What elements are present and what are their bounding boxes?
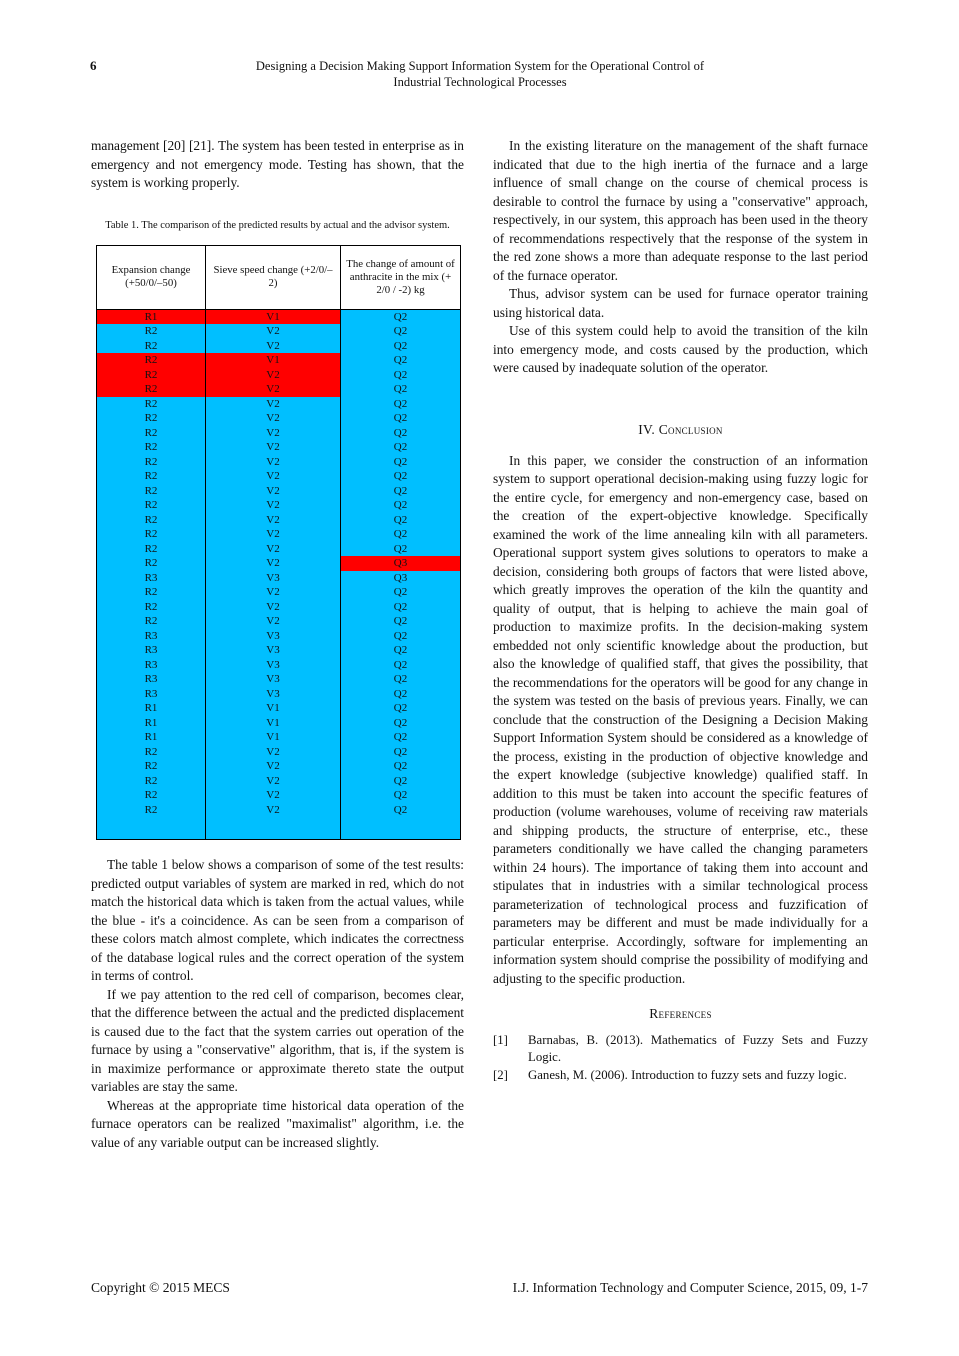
table-cell-expansion: R2 [97, 368, 206, 383]
references-list [493, 1032, 868, 1084]
table-row [97, 600, 461, 615]
intro-paragraph: management [20] [21]. The system has been tested in enterprise as in emergency and not emergency mode. Testing has shown, that the system is working properly. [91, 138, 464, 190]
table-cell-anthracite: Q2 [341, 397, 461, 412]
table-cell-anthracite: Q2 [341, 803, 461, 818]
table-cell-anthracite: Q2 [341, 716, 461, 731]
conclusion-paragraph: In this paper, we consider the construction of an information system to support operational decision-making using fuzzy logic for the entire cycle, for emergency and non-emergency case, based on the creation of the expert-objective knowledge. Specifically examined the work of the lime annealing kiln with all parameters. Operational support system gives solutions to operators to make a decision, considering both groups of factors that were listed above, which greatly improves the operation of the kiln the quantity and quality of output, that is helping to achieve the main goal of production to maximize profits. In the decision-making system embedded not only scientific knowledge about the production, but also the knowledge of qualified staff, that gives the possibility, that the recommendations for the operators will be good for any change in the system was tested on the basis of previous years. Finally, we can conclude that the construction of the Designing a Decision Making Support Information System should be considered as a knowledge of the process, existing in the production of objective knowledge and the expert knowledge (subjective knowledge) qualified staff. In addition to this must be taken into account the specific features of production (volume warehouses, volume of receiving raw materials and shipping products, the structure of enterprise, etc., these parameters conditionally we have called the changing parameters within 24 hours). The importance of taking them into account and stipulates that in industries with a similar technological process parameterization of technological process and fuzzification of parameters may be different and must be made individually for a particular enterprise. Accordingly, software for implementing an information system should comprise the possibility of modifying and adjusting to the specific production. [493, 452, 868, 986]
table-cell-sieve: V1 [206, 716, 341, 731]
table-row [97, 629, 461, 644]
table-cell-anthracite: Q2 [341, 527, 461, 542]
table-cell-expansion: R2 [97, 440, 206, 455]
table-cell-sieve: V3 [206, 672, 341, 687]
references-heading: References [649, 1006, 712, 1021]
paragraph-maximalist: Whereas at the appropriate time historical data operation of the furnace operators can be realized "maximalist" algorithm, i.e. the value of any variable output can be increased slightly. [91, 1097, 464, 1150]
table-cell-anthracite: Q2 [341, 455, 461, 470]
paragraph-operator-training: Thus, advisor system can be used for furnace operator training using historical data. [493, 286, 868, 320]
table-cell-sieve: V2 [206, 426, 341, 441]
table-cell-expansion: R2 [97, 426, 206, 441]
table-cell-anthracite: Q2 [341, 513, 461, 528]
table-cell-expansion: R1 [97, 309, 206, 324]
table-cell-sieve: V2 [206, 614, 341, 629]
table-cell-anthracite: Q2 [341, 339, 461, 354]
table-cell-anthracite: Q2 [341, 643, 461, 658]
table-cell-anthracite: Q2 [341, 440, 461, 455]
paragraph-shaft-furnace: In the existing literature on the management of the shaft furnace indicated that due to the high inertia of the furnace and a large influence of small change on the course of chemical process is desirable to control the furnace by using a "conservative" approach, respectively, in our system, this approach has been used in the theory of recommendations respectively that the response of the system in the red zone shows a more than adequate response to the last period of the furnace operator. [493, 138, 868, 283]
table-cell-anthracite: Q2 [341, 614, 461, 629]
table-row [97, 339, 461, 354]
table-cell-sieve: V2 [206, 542, 341, 557]
table-cell-sieve: V2 [206, 339, 341, 354]
table-cell-sieve: V1 [206, 701, 341, 716]
table-cell-anthracite: Q2 [341, 600, 461, 615]
table-cell-sieve: V3 [206, 687, 341, 702]
table-cell-anthracite: Q2 [341, 629, 461, 644]
table-body [97, 309, 461, 840]
running-header-line-1: Designing a Decision Making Support Information System for the Operational Control of [255, 59, 705, 73]
table-row [97, 513, 461, 528]
table-cell-anthracite: Q2 [341, 730, 461, 745]
table-row [97, 803, 461, 818]
table-cell-sieve: V2 [206, 498, 341, 513]
table-cell-anthracite: Q2 [341, 324, 461, 339]
table-cell-anthracite: Q2 [341, 353, 461, 368]
table-header-row [97, 245, 461, 309]
table-cell-expansion: R2 [97, 614, 206, 629]
table-cell-empty [206, 817, 341, 840]
table-cell-sieve: V3 [206, 658, 341, 673]
table-cell-expansion: R2 [97, 788, 206, 803]
table-row [97, 571, 461, 586]
table-cell-expansion: R3 [97, 658, 206, 673]
table-cell-expansion: R2 [97, 513, 206, 528]
table-row [97, 701, 461, 716]
table-row [97, 440, 461, 455]
table-cell-sieve: V2 [206, 455, 341, 470]
table-row [97, 716, 461, 731]
running-header [200, 58, 760, 90]
table-cell-anthracite: Q2 [341, 672, 461, 687]
table-row [97, 455, 461, 470]
table-cell-anthracite: Q2 [341, 745, 461, 760]
table-cell-empty [341, 817, 461, 840]
table-cell-expansion: R2 [97, 803, 206, 818]
table-cell-sieve: V3 [206, 629, 341, 644]
table-row [97, 759, 461, 774]
table-row [97, 382, 461, 397]
table-cell-sieve: V2 [206, 774, 341, 789]
table-cell-expansion: R2 [97, 455, 206, 470]
table-cell-sieve: V2 [206, 397, 341, 412]
table-cell-sieve: V2 [206, 513, 341, 528]
page-number: 6 [90, 58, 97, 73]
table-cell-sieve: V2 [206, 324, 341, 339]
table-cell-expansion: R3 [97, 687, 206, 702]
table-cell-expansion: R2 [97, 324, 206, 339]
table-cell-anthracite: Q3 [341, 556, 461, 571]
table-row [97, 643, 461, 658]
table-cell-sieve: V2 [206, 440, 341, 455]
table-header-anthracite: The change of amount of anthracite in the mix (+ 2/0 / -2) kg [341, 245, 461, 309]
table-cell-anthracite: Q3 [341, 571, 461, 586]
table-row [97, 542, 461, 557]
footer-copyright: Copyright © 2015 MECS [91, 1280, 230, 1295]
table-row [97, 484, 461, 499]
table-cell-expansion: R2 [97, 759, 206, 774]
table-cell-expansion: R3 [97, 629, 206, 644]
table-cell-expansion: R2 [97, 484, 206, 499]
right-column [493, 137, 868, 1086]
table-cell-anthracite: Q2 [341, 701, 461, 716]
table-cell-anthracite: Q2 [341, 309, 461, 324]
paragraph-red-cell: If we pay attention to the red cell of comparison, becomes clear, that the difference between the actual and the predicted displacement is caused due to the fact that the system carries out operation of the furnace by using a "conservative" algorithm, that is, if the system is in maximize performance or approximate thereto state the output variables are stay the same. [91, 986, 464, 1094]
table-cell-anthracite: Q2 [341, 542, 461, 557]
table-cell-anthracite: Q2 [341, 774, 461, 789]
table-cell-sieve: V2 [206, 382, 341, 397]
table-cell-anthracite: Q2 [341, 382, 461, 397]
table-cell-sieve: V2 [206, 788, 341, 803]
table-cell-anthracite: Q2 [341, 687, 461, 702]
table-header-sieve: Sieve speed change (+2/0/–2) [206, 245, 341, 309]
table-cell-sieve: V3 [206, 571, 341, 586]
table-row [97, 788, 461, 803]
table-cell-expansion: R2 [97, 498, 206, 513]
table-cell-anthracite: Q2 [341, 788, 461, 803]
table-cell-expansion: R2 [97, 585, 206, 600]
table-row [97, 469, 461, 484]
table-row [97, 411, 461, 426]
reference-number: [2] [493, 1068, 508, 1082]
left-column [91, 137, 464, 1152]
table-cell-expansion: R2 [97, 339, 206, 354]
table-row [97, 309, 461, 324]
table-cell-sieve: V2 [206, 745, 341, 760]
table-cell-anthracite: Q2 [341, 368, 461, 383]
paragraph-table-explanation: The table 1 below shows a comparison of some of the test results: predicted output variables of system are marked in red, which do not match the historical data which is taken from the actual values, while the blue - it's a coincidence. As can be seen from a comparison of these colors match almost complete, which indicates the correctness of the database logical rules and the correct operation of the system in terms of control. [91, 857, 464, 983]
running-header-line-2: Industrial Technological Processes [393, 75, 567, 89]
table-cell-anthracite: Q2 [341, 759, 461, 774]
table-cell-anthracite: Q2 [341, 658, 461, 673]
table-row [97, 672, 461, 687]
table-cell-expansion: R2 [97, 411, 206, 426]
table-row [97, 556, 461, 571]
reference-item [493, 1067, 868, 1084]
table-row [97, 368, 461, 383]
table-cell-sieve: V2 [206, 585, 341, 600]
table-cell-sieve: V2 [206, 600, 341, 615]
table-cell-expansion: R2 [97, 600, 206, 615]
table-cell-expansion: R2 [97, 556, 206, 571]
table-cell-expansion: R1 [97, 701, 206, 716]
table-row [97, 527, 461, 542]
table-cell-expansion: R1 [97, 730, 206, 745]
table-cell-sieve: V2 [206, 527, 341, 542]
table-cell-expansion: R2 [97, 353, 206, 368]
table-row-spacer [97, 817, 461, 840]
table-row [97, 585, 461, 600]
table-cell-expansion: R1 [97, 716, 206, 731]
reference-text: Ganesh, M. (2006). Introduction to fuzzy sets and fuzzy logic. [528, 1068, 847, 1082]
reference-number: [1] [493, 1033, 508, 1047]
table-cell-expansion: R2 [97, 527, 206, 542]
table-cell-sieve: V2 [206, 759, 341, 774]
table-cell-expansion: R2 [97, 397, 206, 412]
table-cell-expansion: R2 [97, 774, 206, 789]
table-row [97, 774, 461, 789]
table-cell-sieve: V1 [206, 353, 341, 368]
table-cell-anthracite: Q2 [341, 411, 461, 426]
table-row [97, 614, 461, 629]
table-cell-expansion: R3 [97, 571, 206, 586]
table-cell-empty [97, 817, 206, 840]
table-row [97, 353, 461, 368]
table-row [97, 745, 461, 760]
table-row [97, 658, 461, 673]
conclusion-heading: IV. Conclusion [638, 421, 723, 437]
table-cell-expansion: R2 [97, 745, 206, 760]
table-row [97, 687, 461, 702]
table-cell-sieve: V2 [206, 556, 341, 571]
table-header-expansion: Expansion change (+50/0/–50) [97, 245, 206, 309]
table-cell-expansion: R3 [97, 672, 206, 687]
table-cell-sieve: V2 [206, 484, 341, 499]
table-cell-expansion: R2 [97, 382, 206, 397]
table-cell-sieve: V3 [206, 643, 341, 658]
table-cell-anthracite: Q2 [341, 426, 461, 441]
table-row [97, 498, 461, 513]
table-row [97, 397, 461, 412]
table-cell-expansion: R2 [97, 542, 206, 557]
table-cell-anthracite: Q2 [341, 585, 461, 600]
table-cell-expansion: R2 [97, 469, 206, 484]
table-cell-anthracite: Q2 [341, 498, 461, 513]
table-cell-expansion: R3 [97, 643, 206, 658]
table-cell-sieve: V1 [206, 309, 341, 324]
table-cell-sieve: V2 [206, 469, 341, 484]
table-cell-sieve: V1 [206, 730, 341, 745]
table-cell-anthracite: Q2 [341, 469, 461, 484]
table-cell-sieve: V2 [206, 368, 341, 383]
paragraph-emergency-mode: Use of this system could help to avoid the transition of the kiln into emergency mode, and costs caused by the production, which were caused by inadequate solution of the operator. [493, 323, 868, 375]
table-row [97, 426, 461, 441]
footer-journal: I.J. Information Technology and Computer Science, 2015, 09, 1-7 [512, 1280, 868, 1295]
table-caption: Table 1. The comparison of the predicted results by actual and the advisor system. [105, 219, 450, 231]
table-cell-sieve: V2 [206, 411, 341, 426]
comparison-table [96, 245, 461, 841]
table-cell-anthracite: Q2 [341, 484, 461, 499]
table-row [97, 324, 461, 339]
reference-text: Barnabas, B. (2013). Mathematics of Fuzzy Sets and Fuzzy Logic. [528, 1033, 868, 1064]
reference-item [493, 1032, 868, 1065]
table-cell-sieve: V2 [206, 803, 341, 818]
table-row [97, 730, 461, 745]
